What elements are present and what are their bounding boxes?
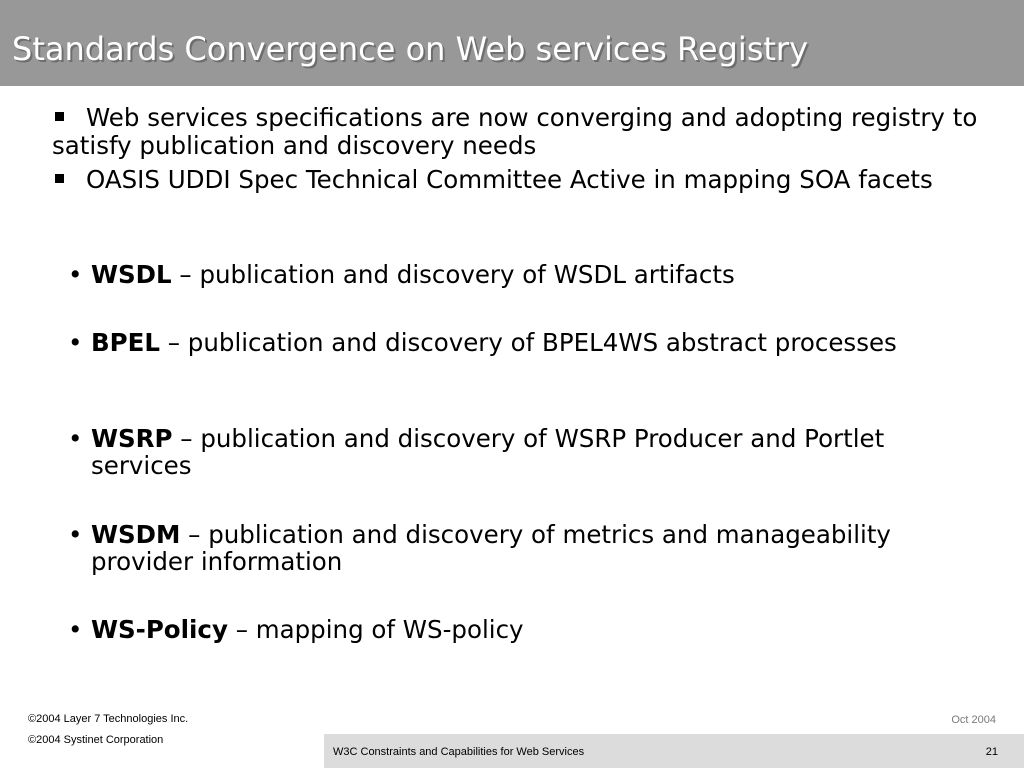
sub-bullet-desc: – publication and discovery of WSRP Producer and Portlet services bbox=[91, 424, 885, 480]
bullet-item-2 bbox=[52, 166, 1002, 194]
title-bar bbox=[0, 0, 1024, 86]
bullet-dot-icon: • bbox=[68, 615, 83, 644]
bullet-item-1 bbox=[52, 104, 1002, 160]
sub-bullet-desc: – mapping of WS-policy bbox=[227, 615, 524, 644]
copyright-systinet: ©2004 Systinet Corporation bbox=[28, 734, 164, 746]
bullet-dot-icon: • bbox=[68, 328, 83, 357]
sub-bullet-desc: – publication and discovery of metrics and manageability provider information bbox=[91, 520, 891, 576]
sub-bullet-term: WSDL bbox=[91, 260, 172, 289]
copyright-layer7: ©2004 Layer 7 Technologies Inc. bbox=[28, 713, 189, 725]
footer-date: Oct 2004 bbox=[951, 714, 996, 726]
sub-bullet-desc: – publication and discovery of BPEL4WS abstract processes bbox=[159, 328, 897, 357]
sub-bullet-term: WSRP bbox=[91, 424, 173, 453]
bullet-dot-icon: • bbox=[68, 260, 83, 289]
page-number: 21 bbox=[985, 746, 998, 758]
square-bullet-icon bbox=[55, 112, 64, 121]
sub-bullet-desc: – publication and discovery of WSDL artifacts bbox=[171, 260, 735, 289]
footer-bar bbox=[324, 734, 1024, 768]
bullet-text: OASIS UDDI Spec Technical Committee Active in mapping SOA facets bbox=[86, 165, 933, 194]
sub-bullet-term: BPEL bbox=[91, 328, 160, 357]
presentation-title: W3C Constraints and Capabilities for Web Services bbox=[333, 746, 585, 758]
sub-bullet-term: WSDM bbox=[91, 520, 181, 549]
bullet-text: Web services specifications are now converging and adopting registry to satisfy publication and discovery needs bbox=[52, 103, 978, 160]
bullet-dot-icon: • bbox=[68, 520, 83, 549]
bullet-dot-icon: • bbox=[68, 424, 83, 453]
sub-bullet-term: WS-Policy bbox=[91, 615, 228, 644]
slide-title: Standards Convergence on Web services Registry bbox=[12, 30, 809, 68]
square-bullet-icon bbox=[55, 174, 64, 183]
